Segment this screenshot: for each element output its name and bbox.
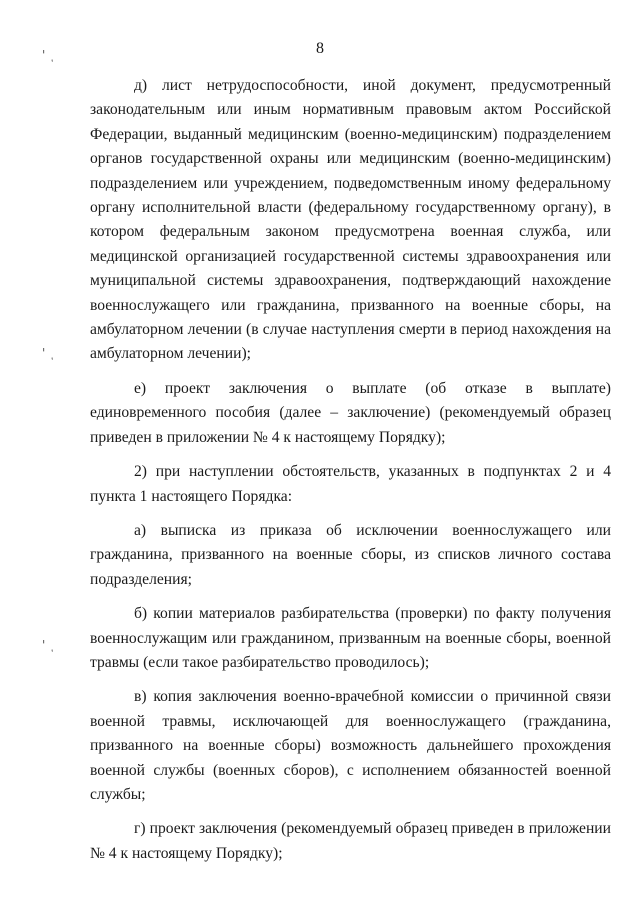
page-number: 8 bbox=[316, 40, 324, 57]
scan-mark: ' ͺ bbox=[42, 638, 56, 652]
paragraph-b: б) копии материалов разбирательства (проверки) по факту получения военнослужащим или гражданином, призванным на военные сборы, военной травмы (если такое разбирательство проводилось); bbox=[90, 605, 611, 671]
paragraph-a: а) выписка из приказа об исключении военнослужащего или гражданина, призванного на военные сборы, из списков личного состава подразделения; bbox=[90, 521, 611, 588]
document-body bbox=[90, 74, 611, 876]
scan-mark: ' ͺ bbox=[42, 346, 56, 360]
paragraph-2: 2) при наступлении обстоятельств, указанных в подпунктах 2 и 4 пункта 1 настоящего Порядка: bbox=[90, 463, 611, 505]
scan-mark: ' ͺ bbox=[42, 48, 56, 62]
paragraph-d: д) лист нетрудоспособности, иной документ, предусмотренный законодательным или иным нормативным правовым актом Российской Федерации, выданный медицинским (военно-медицинским) подразделением органов государственной охраны или медицинским (военно-медицинским) подразделением или учреждением, подведомственным иному федеральному органу исполнительной власти (федеральному государственному органу), в котором федеральным законом предусмотрена военная служба, или медицинской организацией государственной системы здравоохранения или муниципальной системы здравоохранения, подтверждающий нахождение военнослужащего или гражданина, призванного на военные сборы, на амбулаторном лечении (в случае наступления смерти в период нахождения на амбулаторном лечении); bbox=[90, 77, 611, 363]
paragraph-e: е) проект заключения о выплате (об отказе в выплате) единовременного пособия (далее – заключение) (рекомендуемый образец приведен в приложении № 4 к настоящему Порядку); bbox=[90, 379, 611, 446]
paragraph-v: в) копия заключения военно-врачебной комиссии о причинной связи военной травмы, исключающей для военнослужащего (гражданина, призванного на военные сборы) возможность дальнейшего прохождения военной службы (военных сборов), с исполнением обязанностей военной службы; bbox=[90, 688, 611, 803]
paragraph-g: г) проект заключения (рекомендуемый образец приведен в приложении № 4 к настоящему Порядку); bbox=[90, 820, 611, 862]
